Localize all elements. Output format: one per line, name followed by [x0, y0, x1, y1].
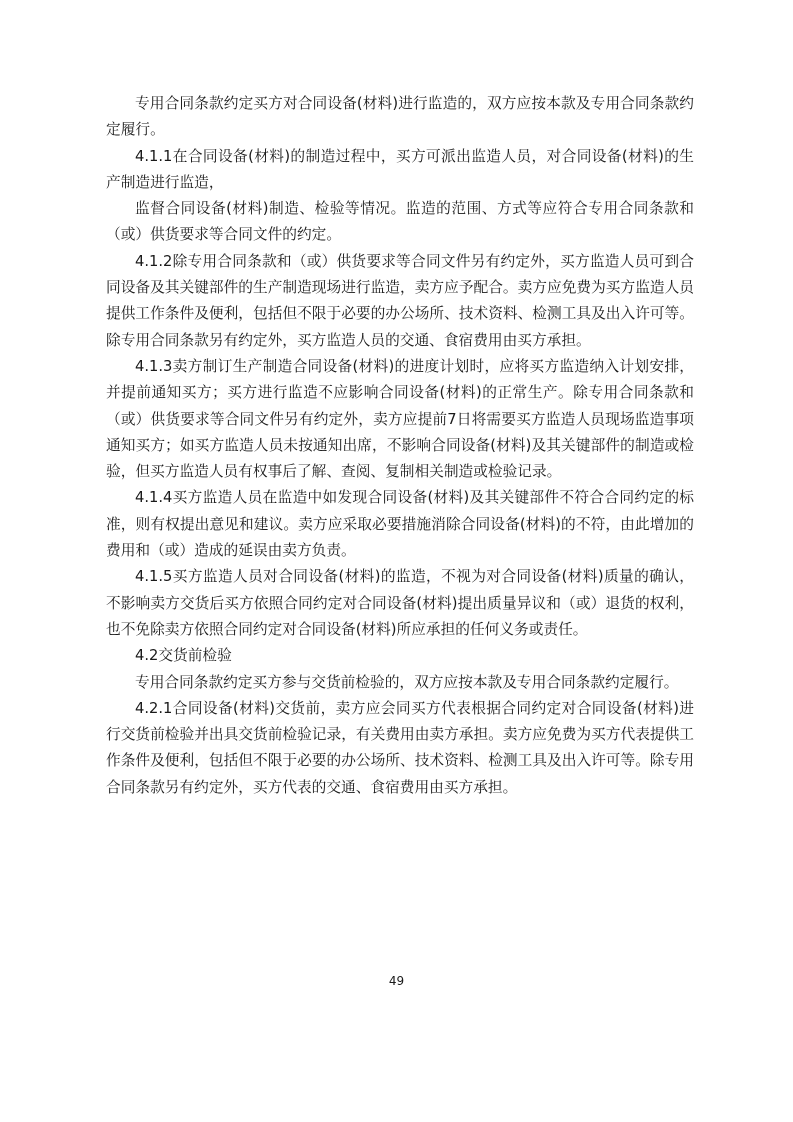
paragraph: 4.1.5买方监造人员对合同设备(材料)的监造，不视为对合同设备(材料)质量的确认，不影响卖方交货后买方依照合同约定对合同设备(材料)提出质量异议和（或）退货的权利，也不免除卖方依照合同约定对合同设备(材料)所应承担的任何义务或责任。	[106, 568, 694, 638]
paragraph: 专用合同条款约定买方参与交货前检验的，双方应按本款及专用合同条款约定履行。	[135, 673, 679, 691]
paragraph: 4.1.3卖方制订生产制造合同设备(材料)的进度计划时，应将买方监造纳入计划安排，并提前通知买方；买方进行监造不应影响合同设备(材料)的正常生产。除专用合同条款和（或）供货要求等合同文件另有约定外，卖方应提前7日将需要买方监造人员现场监造事项通知买方；如买方监造人员未按通知出席，不影响合同设备(材料)及其关键部件的制造或检验，但买方监造人员有权事后了解、查阅、复制相关制造或检验记录。	[106, 357, 694, 481]
paragraph: 4.1.4买方监造人员在监造中如发现合同设备(材料)及其关键部件不符合合同约定的标准，则有权提出意见和建议。卖方应采取必要措施消除合同设备(材料)的不符，由此增加的费用和（或）造成的延误由卖方负责。	[106, 489, 694, 560]
section-heading: 4.2交货前检验	[135, 647, 232, 665]
paragraph: 4.1.2除专用合同条款和（或）供货要求等合同文件另有约定外，买方监造人员可到合同设备及其关键部件的生产制造现场进行监造，卖方应予配合。卖方应免费为买方监造人员提供工作条件及便利，包括但不限于必要的办公场所、技术资料、检测工具及出入许可等。除专用合同条款另有约定外，买方监造人员的交通、食宿费用由买方承担。	[106, 252, 694, 349]
paragraph: 4.2.1合同设备(材料)交货前，卖方应会同买方代表根据合同约定对合同设备(材料)进行交货前检验并出具交货前检验记录，有关费用由卖方承担。卖方应免费为买方代表提供工作条件及便利，包括但不限于必要的办公场所、技术资料、检测工具及出入许可等。除专用合同条款另有约定外，买方代表的交通、食宿费用由买方承担。	[106, 699, 694, 796]
paragraph: 监督合同设备(材料)制造、检验等情况。监造的范围、方式等应符合专用合同条款和（或）供货要求等合同文件的约定。	[106, 200, 694, 244]
document-body	[106, 91, 694, 801]
paragraph: 专用合同条款约定买方对合同设备(材料)进行监造的，双方应按本款及专用合同条款约定履行。	[106, 95, 694, 139]
paragraph: 4.1.1在合同设备(材料)的制造过程中，买方可派出监造人员，对合同设备(材料)的生产制造进行监造，	[106, 147, 694, 191]
page-number: 49	[388, 974, 405, 988]
